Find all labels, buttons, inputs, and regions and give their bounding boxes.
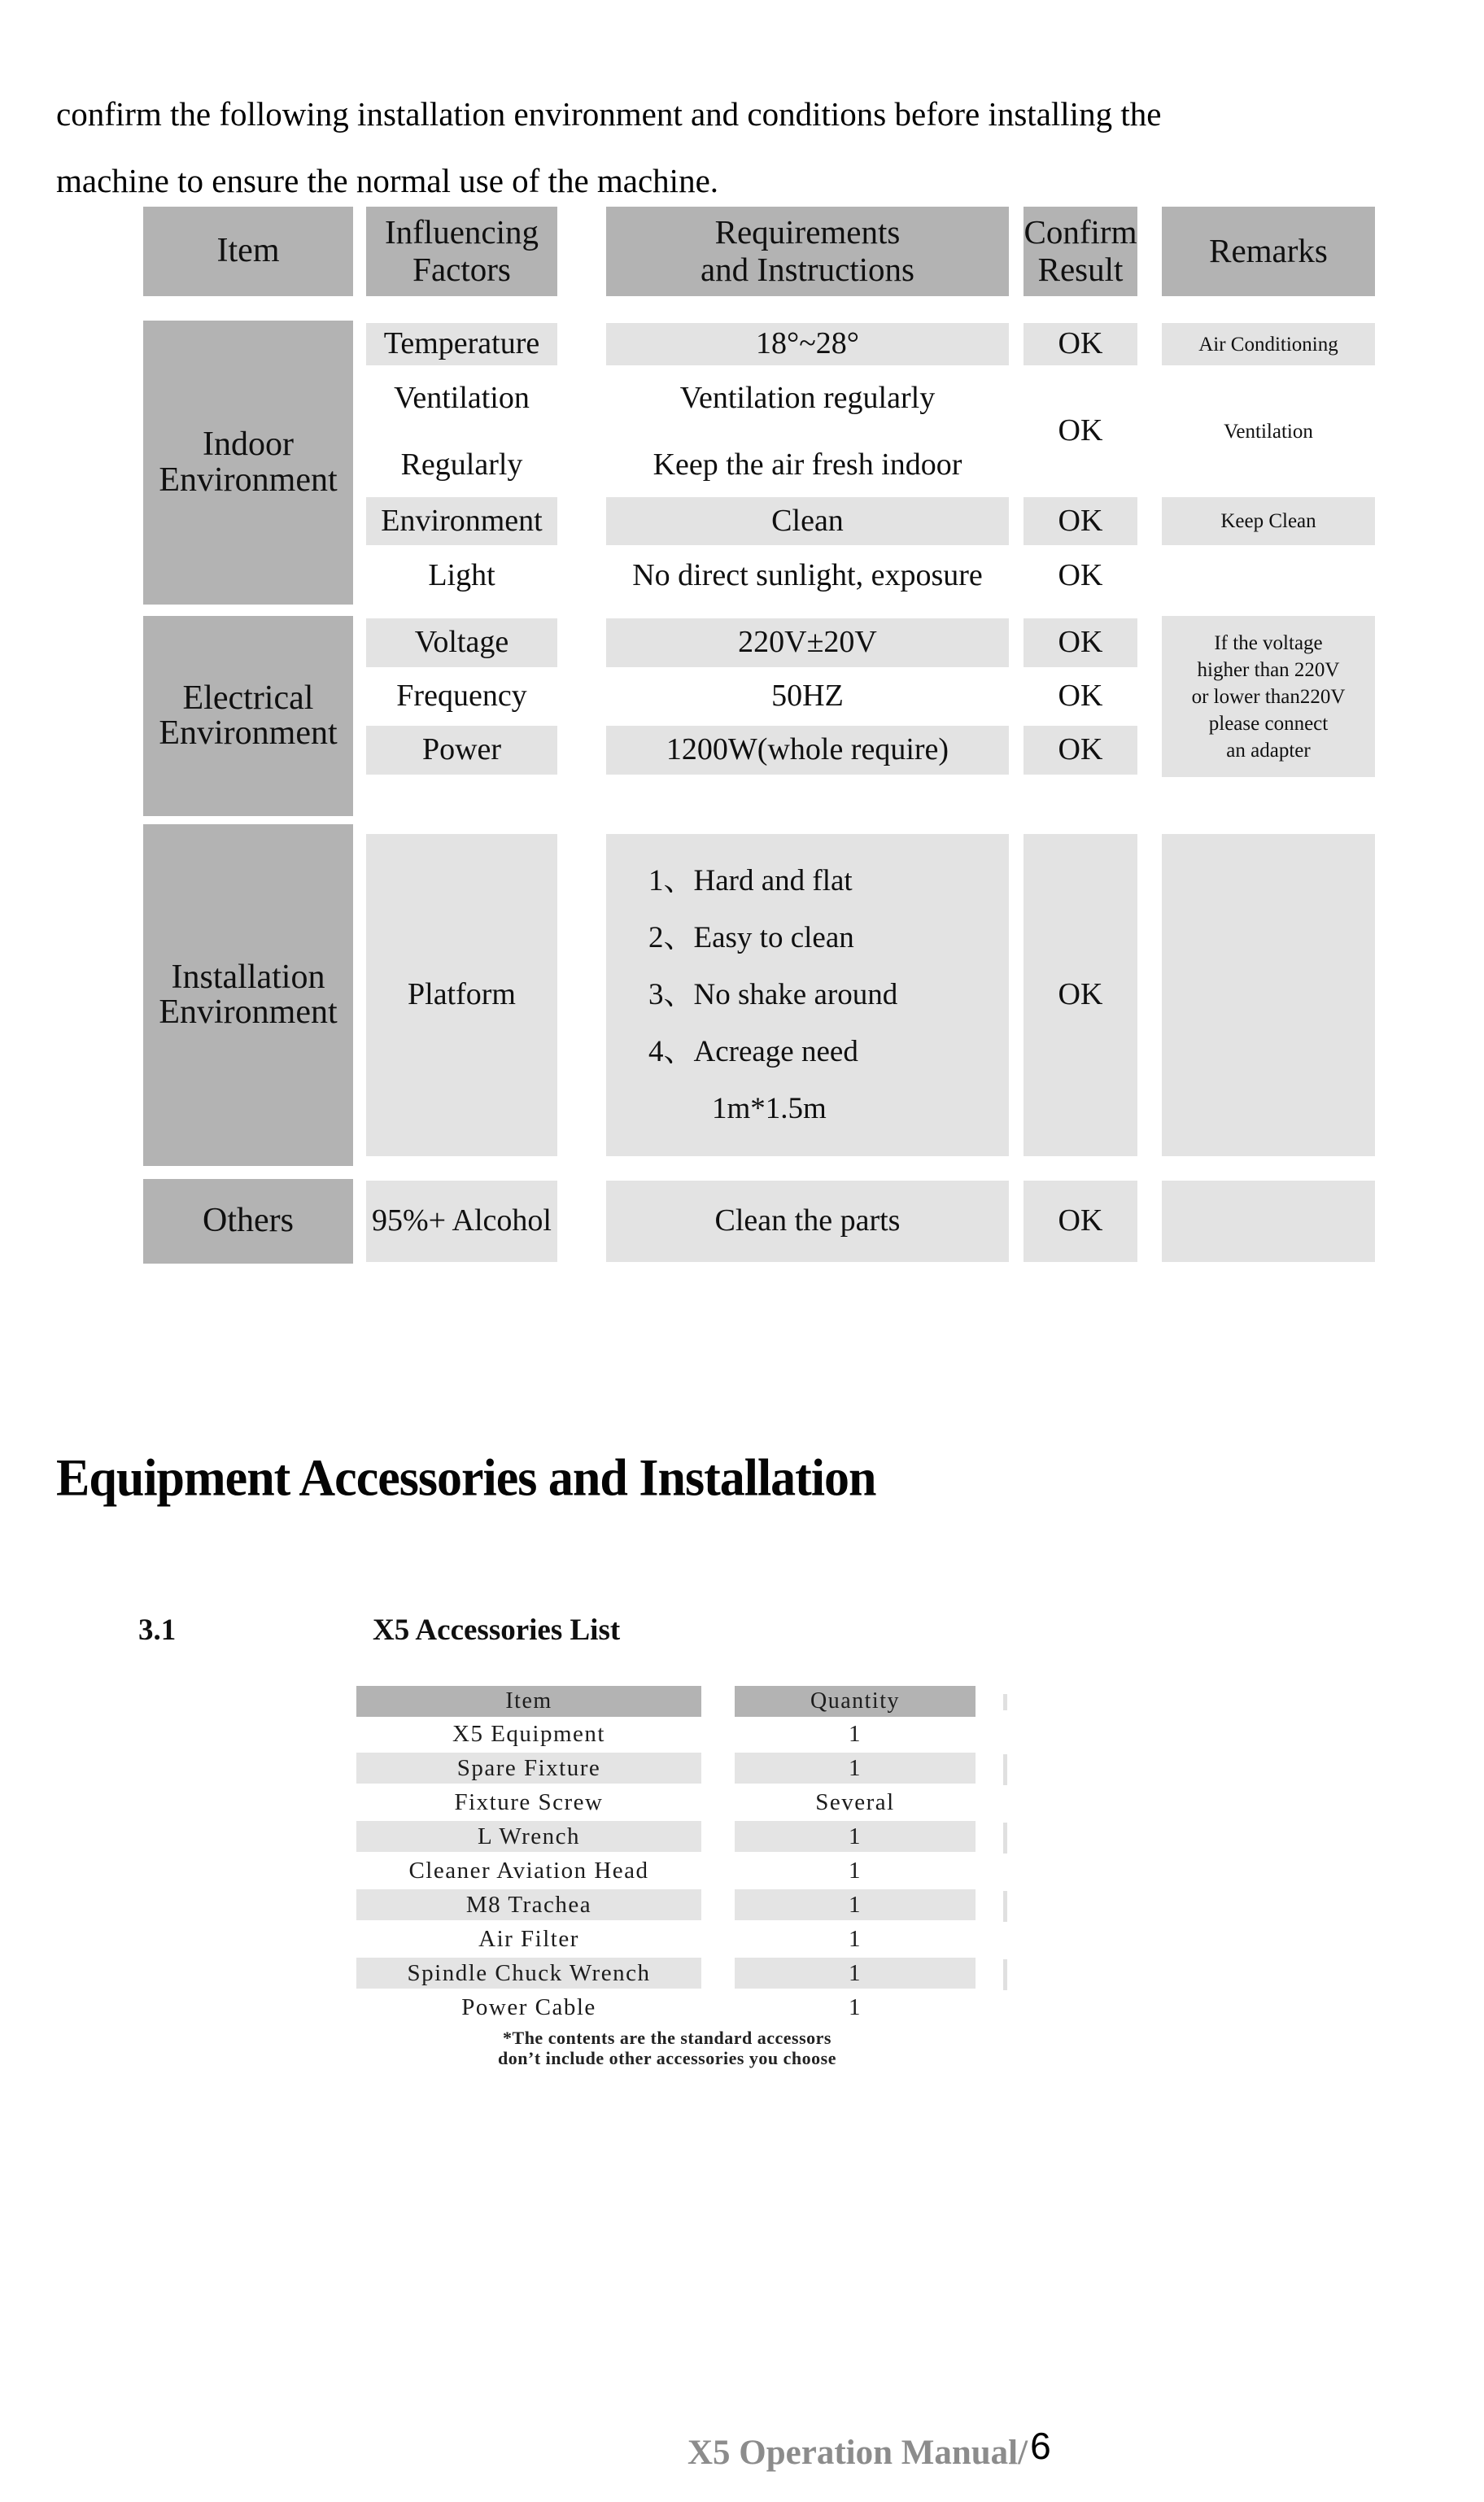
factor-environment: Environment <box>366 497 557 545</box>
footer-page-number: 6 <box>1030 2425 1051 2467</box>
acc-item: Spare Fixture <box>356 1753 701 1784</box>
req-platform: 1、Hard and flat 2、Easy to clean 3、No shake around 4、Acreage need 1m*1.5m <box>606 834 1009 1156</box>
remark-others-blank <box>1162 1181 1375 1262</box>
acc-qty: Several <box>815 1788 895 1815</box>
acc-item: X5 Equipment <box>452 1720 605 1747</box>
req-light: No direct sunlight, exposure <box>632 558 983 593</box>
confirm-frequency: OK <box>1058 679 1103 714</box>
confirm-others: OK <box>1024 1181 1137 1262</box>
factor-voltage: Voltage <box>366 618 557 667</box>
env-header-factors: Influencing Factors <box>366 207 557 296</box>
acc-header-quantity: Quantity <box>735 1686 976 1717</box>
accessories-table <box>356 1686 976 2024</box>
acc-qty: 1 <box>849 1993 862 2020</box>
acc-qty: 1 <box>735 1753 976 1784</box>
req-frequency: 50HZ <box>771 679 844 714</box>
factor-temperature: Temperature <box>366 323 557 365</box>
env-header-confirm: Confirm Result <box>1024 207 1137 296</box>
env-item-indoor: Indoor Environment <box>143 321 353 605</box>
acc-qty: 1 <box>735 1889 976 1920</box>
req-ventilation: Ventilation regularly Keep the air fresh indoor <box>653 381 962 482</box>
remark-ventilation: Ventilation <box>1224 420 1313 443</box>
acc-item: Power Cable <box>461 1993 596 2020</box>
acc-item: Fixture Screw <box>454 1788 604 1815</box>
env-item-others: Others <box>143 1179 353 1264</box>
intro-paragraph <box>56 81 1439 214</box>
env-item-installation: Installation Environment <box>143 824 353 1166</box>
acc-item: Air Filter <box>478 1925 579 1952</box>
req-power: 1200W(whole require) <box>606 726 1009 775</box>
factor-light: Light <box>428 558 495 593</box>
footnote-line-1: *The contents are the standard accessors <box>503 2028 831 2048</box>
acc-item: Cleaner Aviation Head <box>408 1857 649 1884</box>
acc-qty: 1 <box>849 1857 862 1884</box>
env-header-item: Item <box>143 207 353 296</box>
req-environment: Clean <box>606 497 1009 545</box>
acc-header-item: Item <box>356 1686 701 1717</box>
acc-qty: 1 <box>735 1958 976 1989</box>
scan-artifact <box>1003 1694 1007 1710</box>
acc-qty: 1 <box>849 1720 862 1747</box>
intro-line-2: machine to ensure the normal use of the machine. <box>56 162 719 199</box>
footnote-line-2: don’t include other accessories you choose <box>498 2048 836 2068</box>
subsection-number: 3.1 <box>138 1613 177 1647</box>
confirm-platform: OK <box>1024 834 1137 1156</box>
footer-title: X5 Operation Manual/ <box>687 2434 1028 2472</box>
acc-item: L Wrench <box>356 1821 701 1852</box>
section-heading: Equipment Accessories and Installation <box>56 1448 876 1507</box>
acc-qty: 1 <box>735 1821 976 1852</box>
subsection-line <box>0 1613 1484 1653</box>
req-voltage: 220V±20V <box>606 618 1009 667</box>
scan-artifact <box>1003 1754 1007 1785</box>
factor-power: Power <box>366 726 557 775</box>
scan-artifact <box>1003 1959 1007 1990</box>
factor-others: 95%+ Alcohol <box>366 1181 557 1262</box>
subsection-title: X5 Accessories List <box>373 1613 621 1647</box>
factor-ventilation: Ventilation Regularly <box>394 381 530 482</box>
remark-platform-blank <box>1162 834 1375 1156</box>
factor-platform: Platform <box>366 834 557 1156</box>
acc-item: Spindle Chuck Wrench <box>356 1958 701 1989</box>
req-temperature: 18°~28° <box>606 323 1009 365</box>
req-others: Clean the parts <box>606 1181 1009 1262</box>
environment-table <box>143 207 1375 1264</box>
accessories-footnote <box>350 2028 984 2068</box>
confirm-ventilation: OK <box>1058 413 1103 448</box>
env-item-electrical: Electrical Environment <box>143 616 353 816</box>
acc-item: M8 Trachea <box>356 1889 701 1920</box>
env-header-remarks: Remarks <box>1162 207 1375 296</box>
acc-qty: 1 <box>849 1925 862 1952</box>
confirm-environment: OK <box>1024 497 1137 545</box>
remark-electrical: If the voltage higher than 220V or lower than220V please connect an adapter <box>1162 616 1375 777</box>
remark-temperature: Air Conditioning <box>1162 323 1375 365</box>
env-header-requirements: Requirements and Instructions <box>606 207 1009 296</box>
factor-frequency: Frequency <box>396 679 527 714</box>
confirm-power: OK <box>1024 726 1137 775</box>
intro-line-1: confirm the following installation environment and conditions before installing the <box>56 95 1162 133</box>
confirm-temperature: OK <box>1024 323 1137 365</box>
confirm-light: OK <box>1058 558 1103 593</box>
remark-environment: Keep Clean <box>1162 497 1375 545</box>
confirm-voltage: OK <box>1024 618 1137 667</box>
scan-artifact <box>1003 1891 1007 1922</box>
page-footer <box>687 2425 1051 2473</box>
scan-artifact <box>1003 1823 1007 1854</box>
